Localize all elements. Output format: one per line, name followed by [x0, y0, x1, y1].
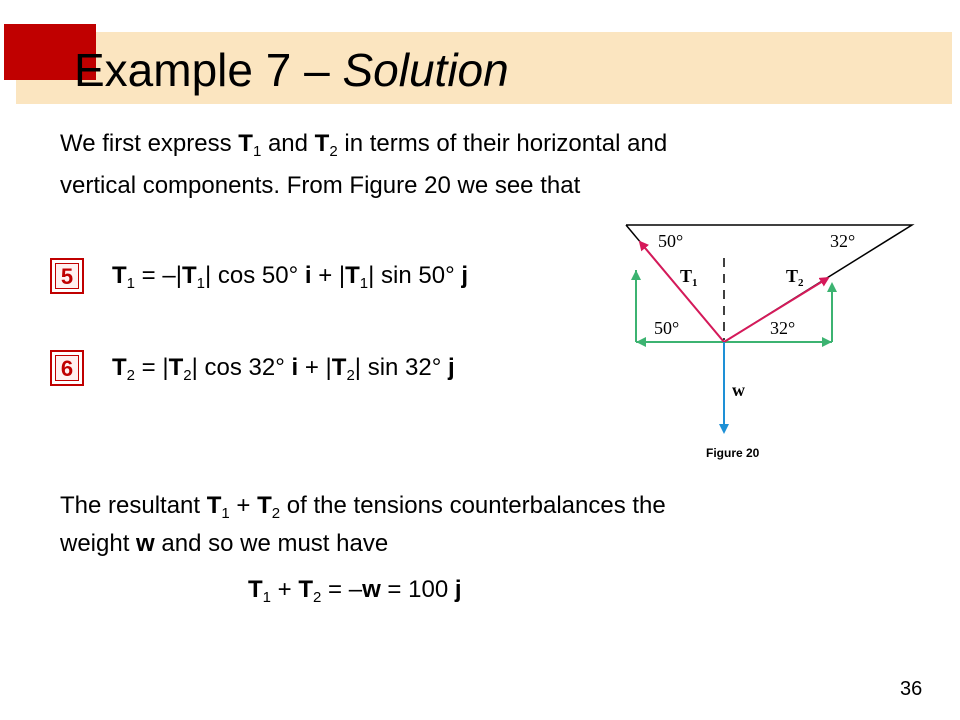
resultant-line-2: weight w and so we must have [60, 530, 389, 557]
equation-number-6: 6 [55, 355, 79, 381]
angle-label-t2-bottom: 32° [770, 318, 796, 338]
t1-vector-arrow [640, 242, 724, 342]
intro-line-2: vertical components. From Figure 20 we see that [60, 172, 581, 199]
figure-20-diagram [610, 214, 920, 444]
resultant-line-1: The resultant $T_1 + T_2$ of the tensions counterbalances the [60, 492, 666, 522]
t2-vector-label: $T_2$ [786, 266, 804, 289]
figure-caption: Figure 20 [706, 446, 760, 460]
slide-title: Example 7 – Solution [74, 44, 509, 96]
t1-vector-label: $T_1$ [680, 266, 698, 289]
equation-number-5: 5 [55, 263, 79, 289]
intro-line-1: We first express $T_1$ and $T_2$ in terms of their horizontal and [60, 130, 668, 160]
equation-5: $T_1 = -|T_1|$ cos 50° $i + |T_1|$ sin 50° j [112, 262, 469, 292]
weight-label: w [732, 380, 745, 400]
equation-number-badge-6 [50, 350, 84, 386]
page-number: 36 [900, 678, 923, 700]
equation-number-badge-5 [50, 258, 84, 294]
angle-label-t1-bottom: 50° [654, 318, 680, 338]
angle-label-t1-top: 50° [658, 231, 684, 251]
final-equation: $T_1 + T_2 = -w = 100$ j [248, 576, 462, 606]
angle-label-t2-top: 32° [830, 231, 856, 251]
equation-6: $T_2 = |T_2|$ cos 32° $i + |T_2|$ sin 32° j [112, 354, 455, 384]
